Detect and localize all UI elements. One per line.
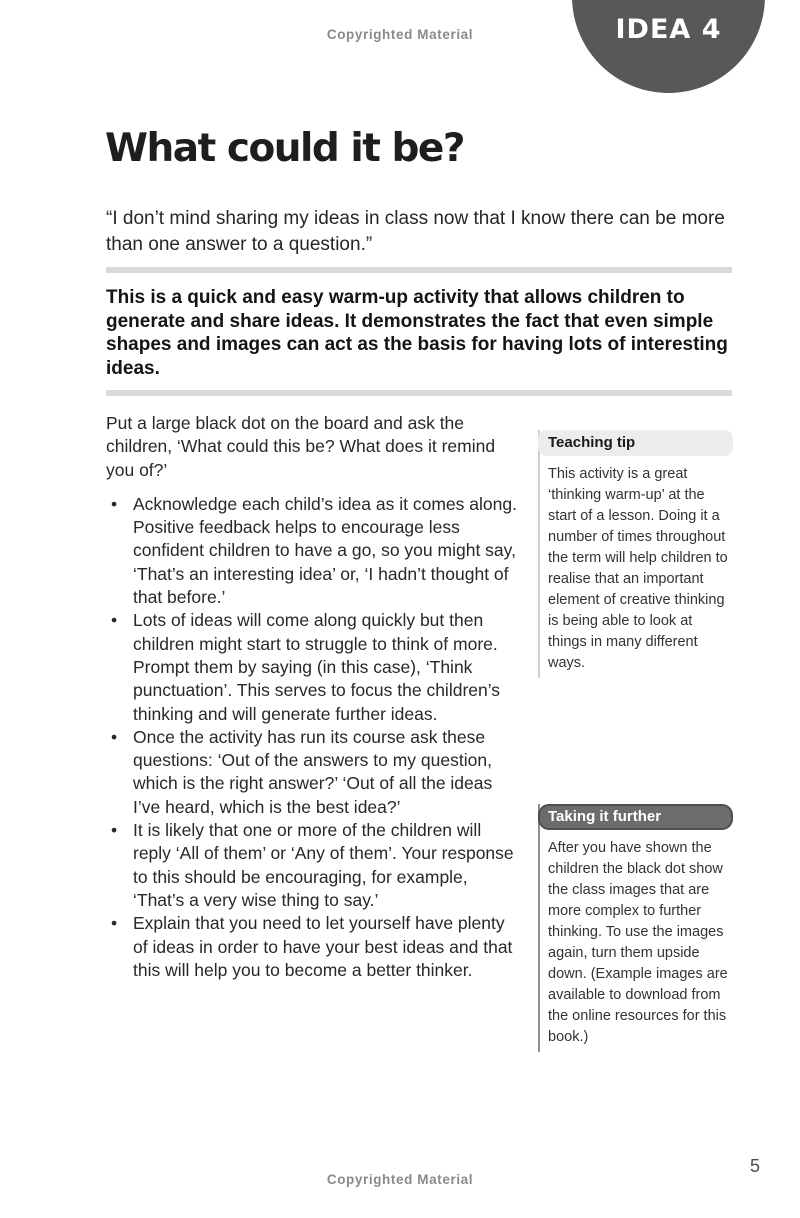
bullet-text: Once the activity has run its course ask these questions: ‘Out of the answers to my question, which is the right answer?’ ‘Out of all the ideas I’ve heard, which is the best idea?’ xyxy=(133,726,493,817)
idea-number-badge xyxy=(572,0,765,93)
divider-rule-bottom xyxy=(106,390,732,396)
taking-it-further-box xyxy=(538,804,733,1052)
bullet-text: Lots of ideas will come along quickly but then children might start to struggle to think of more. Prompt them by saying (in this case), ‘Think punctuation’. This serves to focus the children’s thinking and will generate further ideas. xyxy=(133,610,501,724)
pupil-quote: “I don’t mind sharing my ideas in class now that I know there can be more than one answer to a question.” xyxy=(106,208,725,255)
page-number: 5 xyxy=(749,1156,760,1176)
list-item xyxy=(106,726,518,819)
bullet-marker: • xyxy=(111,820,118,841)
list-item xyxy=(106,493,518,609)
bullet-text: It is likely that one or more of the children will reply ‘All of them’ or ‘Any of them’. Your response to this should be encouraging, for example, ‘That’s a very wise thing to say.’ xyxy=(133,820,514,910)
copyright-notice-bottom: Copyrighted Material xyxy=(326,1172,474,1187)
teaching-tip-body: This activity is a great ‘thinking warm-up’ at the start of a lesson. Doing it a number of times throughout the term will help children to realise that an important element of creative thinking is being able to look at things in many different ways. xyxy=(548,466,728,671)
instruction-bullet-list xyxy=(106,493,518,982)
taking-it-further-body: After you have shown the children the black dot show the class images that are more complex to further thinking. To use the images again, turn them upside down. (Example images are available to download from the online resources for this book.) xyxy=(548,840,728,1045)
bullet-marker: • xyxy=(111,726,118,747)
activity-summary: This is a quick and easy warm-up activity that allows children to generate and share ideas. It demonstrates the fact that even simple shapes and images can act as the basis for having lots of interesting ideas. xyxy=(106,287,728,379)
idea-badge-label: IDEA 4 xyxy=(615,14,722,45)
list-item xyxy=(106,819,518,912)
list-item xyxy=(106,912,518,982)
bullet-text: Acknowledge each child’s idea as it comes along. Positive feedback helps to encourage less confident children to have a go, so you might say, ‘That’s an interesting idea’ or, ‘I hadn’t thought of that before.’ xyxy=(133,493,517,608)
lead-paragraph: Put a large black dot on the board and ask the children, ‘What could this be? What does it remind you of?’ xyxy=(106,413,496,480)
teaching-tip-heading: Teaching tip xyxy=(538,430,733,456)
bullet-text: Explain that you need to let yourself have plenty of ideas in order to have your best ideas and that this will help you to become a better thinker. xyxy=(133,913,513,980)
teaching-tip-box xyxy=(538,430,733,678)
copyright-notice-top: Copyrighted Material xyxy=(326,27,474,42)
taking-it-further-heading: Taking it further xyxy=(538,804,733,830)
main-text-column xyxy=(106,412,518,982)
page-title: What could it be? xyxy=(105,126,464,171)
bullet-marker: • xyxy=(111,913,118,934)
bullet-marker: • xyxy=(111,610,118,631)
list-item xyxy=(106,609,518,725)
bullet-marker: • xyxy=(111,493,118,514)
divider-rule-top xyxy=(106,267,732,273)
